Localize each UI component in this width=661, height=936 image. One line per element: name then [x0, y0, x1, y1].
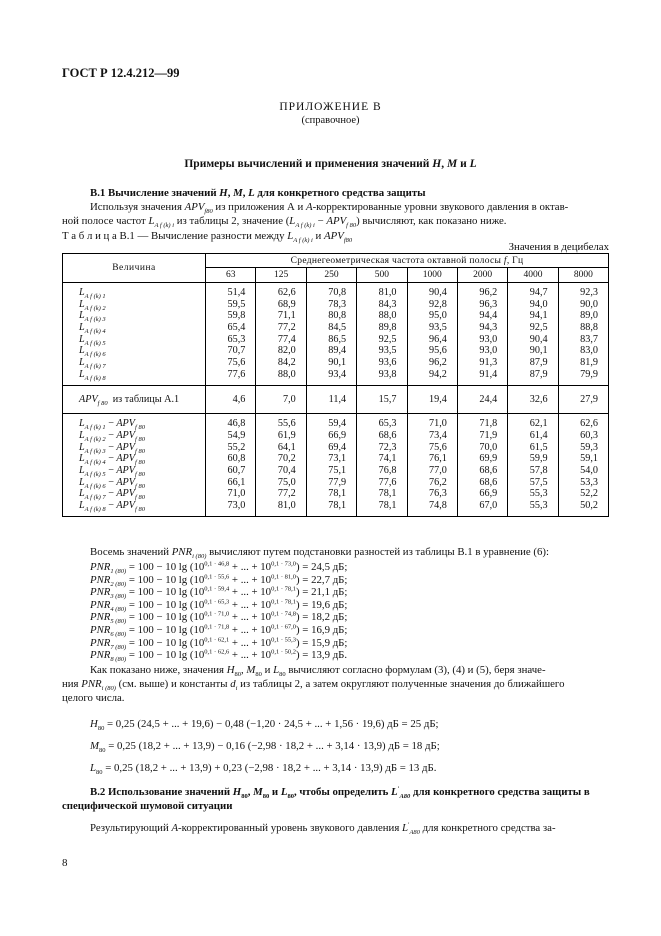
diff-label: $L_{A f (k) 3} - APV_{f 80}$ [79, 441, 145, 455]
diff-value: 60,7 [227, 464, 246, 476]
apv-value: 27,9 [558, 385, 608, 414]
page-number: 8 [62, 857, 68, 869]
l-value: 86,5 [328, 333, 347, 345]
diff-value: 66,1 [227, 476, 246, 488]
diff-value: 75,1 [328, 464, 347, 476]
l-value: 75,6 [227, 357, 246, 369]
diff-col [558, 414, 608, 517]
l-value: 93,8 [378, 368, 397, 380]
diff-value: 76,1 [429, 453, 447, 465]
diff-value: 78,1 [328, 500, 347, 512]
diff-value: 62,1 [529, 418, 548, 430]
table-b1 [62, 253, 609, 517]
diff-value: 75,0 [277, 476, 296, 488]
diff-value: 59,9 [529, 453, 548, 465]
l-value: 77,6 [227, 368, 246, 380]
l-label: $L_{A f (k) 3}$ [79, 310, 106, 324]
pnr-equations [90, 561, 347, 662]
freq-cell: 2000 [457, 268, 507, 283]
diff-value: 55,2 [227, 441, 246, 453]
l-label: $L_{A f (k) 8}$ [79, 368, 106, 382]
diff-value: 81,0 [277, 500, 296, 512]
l-labels [63, 283, 206, 386]
diff-value: 77,9 [328, 476, 347, 488]
main-title: Примеры вычислений и применения значений H, M и L [184, 158, 477, 170]
diff-value: 73,0 [227, 500, 246, 512]
l-value: 80,8 [328, 310, 347, 322]
l-value: 96,2 [429, 357, 447, 369]
l-value: 89,4 [328, 345, 347, 357]
l-value: 96,3 [479, 298, 498, 310]
diff-value: 78,1 [328, 488, 347, 500]
l-value: 95,6 [429, 345, 447, 357]
l-value: 90,1 [328, 357, 347, 369]
pnr-equation: $PNR_{2 (80)} = 100 - 10$ $\lg (10^{0,1 \cdot 55,6}$ + ... + $10^{0,1 \cdot 81,0}) = 22,7$ дБ; [90, 573, 348, 588]
diff-label: $L_{A f (k) 7} - APV_{f 80}$ [79, 488, 145, 502]
diff-value: 69,9 [479, 453, 498, 465]
section1-paragraph-line1: Используя значения $APV_{f80}$ из приложения А и А-корректированные уровни звукового давления в октав- [90, 201, 569, 216]
diff-label: $L_{A f (k) 8} - APV_{f 80}$ [79, 500, 145, 514]
diff-value: 74,8 [429, 500, 447, 512]
freq-cell: 63 [206, 268, 256, 283]
l-value: 96,4 [429, 333, 447, 345]
l-value: 88,8 [580, 322, 598, 334]
diff-value: 57,8 [529, 464, 548, 476]
l-value: 93,5 [429, 322, 447, 334]
diff-value: 59,1 [580, 453, 598, 465]
l-label: $L_{A f (k) 1}$ [79, 287, 106, 301]
apv-value: 19,4 [407, 385, 457, 414]
l-col [206, 283, 256, 386]
l-col [508, 283, 558, 386]
l-col [256, 283, 306, 386]
diff-value: 66,9 [328, 429, 347, 441]
l-col [306, 283, 356, 386]
pnr-equation: $PNR_{4 (80)} = 100 - 10$ $\lg (10^{0,1 \cdot 65,3}$ + ... + $10^{0,1 \cdot 78,1}) = 19,6$ дБ; [90, 598, 348, 613]
l-label: $L_{A f (k) 5}$ [79, 333, 106, 347]
l-label: $L_{A f (k) 7}$ [79, 357, 106, 371]
l-value: 90,4 [429, 287, 447, 298]
diff-value: 77,0 [429, 464, 447, 476]
l-value: 77,4 [277, 333, 296, 345]
diff-label: $L_{A f (k) 6} - APV_{f 80}$ [79, 476, 145, 490]
pnr-equation: $PNR_{1 (80)} = 100 - 10$ $\lg (10^{0,1 \cdot 46,8}$ + ... + $10^{0,1 \cdot 73,0}) = 24,5$ дБ; [90, 560, 348, 576]
diff-value: 76,2 [429, 476, 447, 488]
l-value: 71,1 [277, 310, 296, 322]
section2-heading-line1: В.2 Использование значений $H_{80}$, $M_{80}$ и $L_{80}$, чтобы определить $L'_{A80}$ для конкретного средства защиты в [90, 785, 590, 801]
apv-value: 32,6 [508, 385, 558, 414]
diff-labels [63, 414, 206, 517]
freq-cell: 4000 [508, 268, 558, 283]
diff-col [357, 414, 407, 517]
diff-label: $L_{A f (k) 5} - APV_{f 80}$ [79, 464, 145, 478]
l-value: 68,9 [277, 298, 296, 310]
l-value: 94,7 [529, 287, 548, 298]
formula-h-body: = 0,25 (24,5 + ... + 19,6) − 0,48 (−1,20 · 24,5 + ... + 1,56 · 19,6) дБ = 25 дБ; [107, 718, 439, 730]
l-value: 81,9 [580, 357, 598, 369]
l-value: 96,2 [479, 287, 498, 298]
diff-value: 61,4 [529, 429, 548, 441]
l-col [558, 283, 608, 386]
diff-value: 50,2 [580, 500, 598, 512]
diff-value: 70,2 [277, 453, 296, 465]
apv-value: 7,0 [256, 385, 306, 414]
diff-value: 64,1 [277, 441, 296, 453]
diff-col [457, 414, 507, 517]
diff-label: $L_{A f (k) 4} - APV_{f 80}$ [79, 453, 145, 467]
diff-value: 60,8 [227, 453, 246, 465]
hml-paragraph-line2: ния $PNR_{i (80)}$ (см. выше) и константы $d_i$ из таблицы 2, а затем округляют полученные значения до ближайшего [62, 678, 565, 693]
l-value: 59,5 [227, 298, 246, 310]
l-value: 92,3 [580, 287, 598, 298]
l-value: 93,6 [378, 357, 397, 369]
diff-col [508, 414, 558, 517]
diff-value: 55,3 [529, 500, 548, 512]
diff-value: 73,4 [429, 429, 447, 441]
table-caption: Т а б л и ц а В.1 — Вычисление разности между $L_{A f (k) i}$ и $APV_{f80}$ [62, 230, 353, 245]
apv-value: 24,4 [457, 385, 507, 414]
diff-value: 61,9 [277, 429, 296, 441]
formula-m-body: = 0,25 (18,2 + ... + 13,9) − 0,16 (−2,98 · 18,2 + ... + 3,14 · 13,9) дБ = 18 дБ; [108, 740, 440, 752]
l-value: 89,0 [580, 310, 598, 322]
pnr-equation: $PNR_{5 (80)} = 100 - 10$ $\lg (10^{0,1 \cdot 71,0}$ + ... + $10^{0,1 \cdot 74,8}) = 18,2$ дБ; [90, 610, 348, 626]
section2-heading-line2: специфической шумовой ситуации [62, 800, 233, 812]
diff-value: 68,6 [479, 476, 498, 488]
diff-value: 78,1 [378, 488, 397, 500]
diff-value: 66,9 [479, 488, 498, 500]
l-value: 93,0 [479, 333, 498, 345]
l-value: 90,4 [529, 333, 548, 345]
pnr-equation: $PNR_{7 (80)} = 100 - 10$ $\lg (10^{0,1 \cdot 62,1}$ + ... + $10^{0,1 \cdot 55,3}) = 15,9$ дБ; [90, 635, 348, 651]
freq-header: Среднегеометрическая частота октавной полосы f, Гц [206, 254, 609, 268]
pnr-equation: $PNR_{8 (80)} = 100 - 10$ $\lg (10^{0,1 \cdot 62,6}$ + ... + $10^{0,1 \cdot 50,2}) = 13,9$ дБ. [90, 648, 348, 664]
l-value: 95,0 [429, 310, 447, 322]
l-value: 84,2 [277, 357, 296, 369]
diff-value: 54,9 [227, 429, 246, 441]
l-value: 70,8 [328, 287, 347, 298]
l-value: 94,4 [479, 310, 498, 322]
l-value: 93,0 [479, 345, 498, 357]
col-header-quantity: Величина [63, 254, 206, 283]
freq-cell: 500 [357, 268, 407, 283]
l-value: 83,0 [580, 345, 598, 357]
table-units: Значения в децибелах [508, 241, 609, 253]
l-value: 94,1 [529, 310, 548, 322]
l-value: 89,8 [378, 322, 397, 334]
pnr-equation: $PNR_{6 (80)} = 100 - 10$ $\lg (10^{0,1 \cdot 71,8}$ + ... + $10^{0,1 \cdot 67,0}) = 16,9$ дБ; [90, 623, 348, 639]
l-value: 82,0 [277, 345, 296, 357]
l-label: $L_{A f (k) 6}$ [79, 345, 106, 359]
formula-l: $L_{80} = 0,25$ (18,2 + ... + 13,9) + 0,23 (−2,98 · 18,2 + ... + 3,14 · 13,9) дБ = 13 дБ. [90, 762, 437, 777]
diff-value: 71,0 [429, 418, 447, 430]
diff-value: 69,4 [328, 441, 347, 453]
l-value: 65,3 [227, 333, 246, 345]
document-header: ГОСТ Р 12.4.212—99 [62, 66, 180, 80]
diff-value: 76,8 [378, 464, 397, 476]
l-value: 84,3 [378, 298, 397, 310]
diff-value: 46,8 [227, 418, 246, 430]
diff-value: 52,2 [580, 488, 598, 500]
pnr-equation: $PNR_{3 (80)} = 100 - 10$ $\lg (10^{0,1 \cdot 59,4}$ + ... + $10^{0,1 \cdot 78,1}) = 21,1$ дБ; [90, 585, 348, 601]
diff-value: 72,3 [378, 441, 397, 453]
l-value: 83,7 [580, 333, 598, 345]
l-value: 87,9 [529, 357, 548, 369]
l-value: 92,5 [378, 333, 397, 345]
diff-value: 67,0 [479, 500, 498, 512]
diff-value: 61,5 [529, 441, 548, 453]
apv-value: 4,6 [206, 385, 256, 414]
diff-label: $L_{A f (k) 2} - APV_{f 80}$ [79, 429, 145, 443]
diff-value: 71,0 [227, 488, 246, 500]
l-value: 93,5 [378, 345, 397, 357]
l-value: 88,0 [378, 310, 397, 322]
diff-value: 57,5 [529, 476, 548, 488]
diff-value: 73,1 [328, 453, 347, 465]
l-value: 92,5 [529, 322, 548, 334]
l-value: 51,4 [227, 287, 246, 298]
diff-value: 68,6 [378, 429, 397, 441]
diff-value: 76,3 [429, 488, 447, 500]
l-value: 92,8 [429, 298, 447, 310]
l-value: 94,2 [429, 368, 447, 380]
diff-value: 70,0 [479, 441, 498, 453]
l-value: 94,0 [529, 298, 548, 310]
l-value: 91,3 [479, 357, 498, 369]
l-value: 65,4 [227, 322, 246, 334]
l-value: 59,8 [227, 310, 246, 322]
diff-value: 62,6 [580, 418, 598, 430]
l-value: 94,3 [479, 322, 498, 334]
diff-col [206, 414, 256, 517]
l-value: 91,4 [479, 368, 498, 380]
formula-m: $M_{80} = 0,25$ (18,2 + ... + 13,9) − 0,16 (−2,98 · 18,2 + ... + 3,14 · 13,9) дБ = 18 дБ; [90, 740, 440, 755]
diff-value: 60,3 [580, 429, 598, 441]
diff-col [306, 414, 356, 517]
l-col [407, 283, 457, 386]
apv-label: $APV_{f 80}$ из таблицы А.1 [63, 385, 206, 414]
appendix-subtitle: (справочное) [301, 115, 360, 126]
l-value: 88,0 [277, 368, 296, 380]
diff-value: 65,3 [378, 418, 397, 430]
l-value: 78,3 [328, 298, 347, 310]
l-col [357, 283, 407, 386]
freq-cell: 1000 [407, 268, 457, 283]
formula-l-body: = 0,25 (18,2 + ... + 13,9) + 0,23 (−2,98 · 18,2 + ... + 3,14 · 13,9) дБ = 13 дБ. [105, 762, 437, 774]
section1-heading: В.1 Вычисление значений H, M, L для конкретного средства защиты [90, 187, 426, 199]
l-value: 93,4 [328, 368, 347, 380]
freq-cell: 8000 [558, 268, 608, 283]
diff-col [256, 414, 306, 517]
diff-value: 71,9 [479, 429, 498, 441]
l-label: $L_{A f (k) 2}$ [79, 298, 106, 312]
diff-value: 59,4 [328, 418, 347, 430]
diff-label: $L_{A f (k) 1} - APV_{f 80}$ [79, 418, 145, 432]
diff-value: 59,3 [580, 441, 598, 453]
hml-paragraph-line3: целого числа. [62, 692, 125, 704]
l-label: $L_{A f (k) 4}$ [79, 322, 106, 336]
l-value: 90,0 [580, 298, 598, 310]
l-value: 90,1 [529, 345, 548, 357]
l-value: 79,9 [580, 368, 598, 380]
diff-col [407, 414, 457, 517]
diff-value: 74,1 [378, 453, 397, 465]
diff-value: 55,6 [277, 418, 296, 430]
diff-value: 53,3 [580, 476, 598, 488]
freq-cell: 250 [306, 268, 356, 283]
diff-value: 77,6 [378, 476, 397, 488]
l-col [457, 283, 507, 386]
l-value: 87,9 [529, 368, 548, 380]
section2-paragraph: Результирующий А-корректированный уровень звукового давления $L'_{A80}$ для конкретного средства за- [90, 821, 556, 837]
diff-value: 77,2 [277, 488, 296, 500]
section1-paragraph-line2: ной полосе частот $L_{A f (k) i}$ из таблицы 2, значение $(L_{A f (k) i} - APV_{f 80})$ вычисляют, как показано ниже. [62, 215, 507, 230]
freq-cell: 125 [256, 268, 306, 283]
diff-value: 68,6 [479, 464, 498, 476]
l-value: 84,5 [328, 322, 347, 334]
l-value: 70,7 [227, 345, 246, 357]
pnr-intro: Восемь значений $PNR_{i (80)}$ вычисляют путем подстановки разностей из таблицы В.1 в уравнение (6): [90, 546, 550, 561]
apv-value: 11,4 [306, 385, 356, 414]
diff-value: 55,3 [529, 488, 548, 500]
apv-value: 15,7 [357, 385, 407, 414]
diff-value: 71,8 [479, 418, 498, 430]
diff-value: 75,6 [429, 441, 447, 453]
diff-value: 78,1 [378, 500, 397, 512]
l-value: 62,6 [277, 287, 296, 298]
hml-paragraph-line1: Как показано ниже, значения $H_{80}$, $M_{80}$ и $L_{80}$ вычисляют согласно формулам (3), (4) и (5), беря значе- [90, 664, 546, 679]
diff-value: 70,4 [277, 464, 296, 476]
appendix-title: ПРИЛОЖЕНИЕ В [279, 101, 382, 113]
l-value: 77,2 [277, 322, 296, 334]
diff-value: 54,0 [580, 464, 598, 476]
formula-h: $H_{80} = 0,25$ (24,5 + ... + 19,6) − 0,48 (−1,20 · 24,5 + ... + 1,56 · 19,6) дБ = 25 дБ; [90, 718, 439, 733]
l-value: 81,0 [378, 287, 397, 298]
